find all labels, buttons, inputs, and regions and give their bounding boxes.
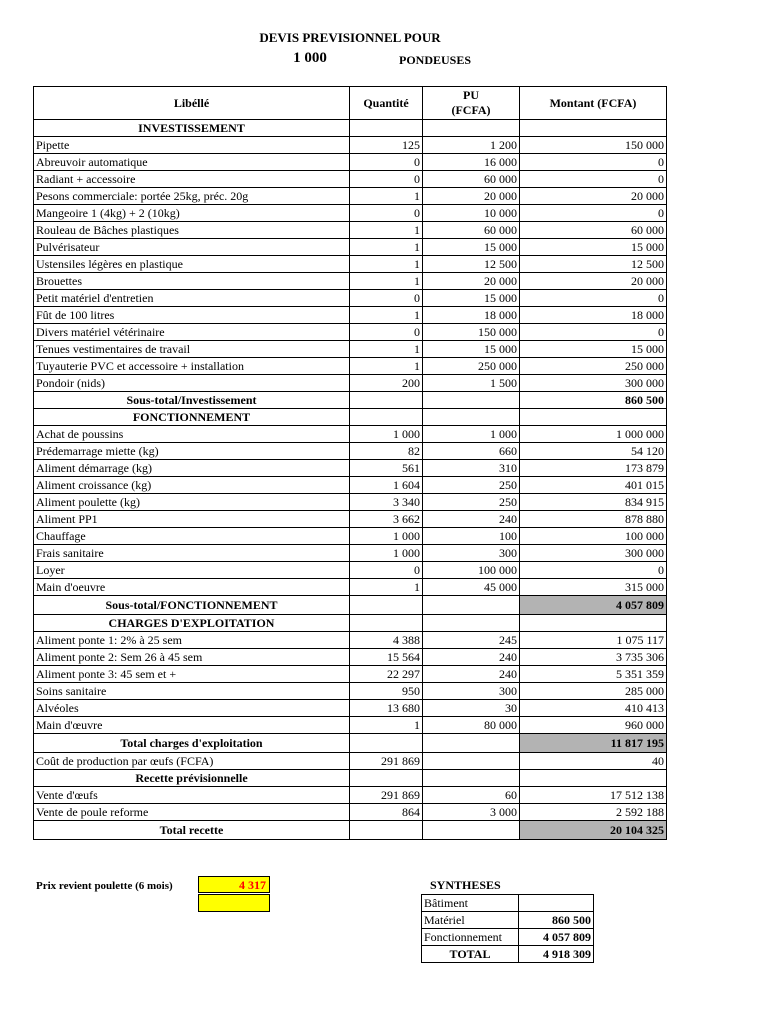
row-label: Aliment ponte 3: 45 sem et + xyxy=(34,666,350,683)
row-amount: 20 000 xyxy=(520,188,667,205)
table-row xyxy=(34,341,667,358)
table-row xyxy=(34,273,667,290)
empty-cell xyxy=(350,734,423,753)
row-unit-price: 16 000 xyxy=(423,154,520,171)
row-unit-price: 300 xyxy=(423,683,520,700)
syntheses-label: Bâtiment xyxy=(422,895,519,912)
table-row xyxy=(34,358,667,375)
row-quantity: 0 xyxy=(350,171,423,188)
row-amount: 1 000 000 xyxy=(520,426,667,443)
section-title: CHARGES D'EXPLOITATION xyxy=(34,615,350,632)
table-row xyxy=(34,666,667,683)
table-row xyxy=(34,375,667,392)
header-quantite: Quantité xyxy=(350,87,423,120)
table-row xyxy=(34,460,667,477)
row-unit-price: 240 xyxy=(423,666,520,683)
header-pu xyxy=(423,87,520,120)
table-row xyxy=(34,222,667,239)
cost-label: Coût de production par œufs (FCFA) xyxy=(34,753,350,770)
row-label: Petit matériel d'entretien xyxy=(34,290,350,307)
syntheses-label: Fonctionnement xyxy=(422,929,519,946)
total-value: 860 500 xyxy=(520,392,667,409)
row-amount: 285 000 xyxy=(520,683,667,700)
document-subject: PONDEUSES xyxy=(398,53,472,67)
row-label: Radiant + accessoire xyxy=(34,171,350,188)
row-unit-price: 250 000 xyxy=(423,358,520,375)
row-amount: 0 xyxy=(520,324,667,341)
row-quantity: 1 000 xyxy=(350,528,423,545)
row-label: Tenues vestimentaires de travail xyxy=(34,341,350,358)
row-amount: 0 xyxy=(520,205,667,222)
row-quantity: 1 604 xyxy=(350,477,423,494)
row-label: Alvéoles xyxy=(34,700,350,717)
row-amount: 0 xyxy=(520,562,667,579)
table-row xyxy=(34,700,667,717)
empty-cell xyxy=(350,821,423,840)
row-quantity: 3 662 xyxy=(350,511,423,528)
table-row xyxy=(34,787,667,804)
row-unit-price: 310 xyxy=(423,460,520,477)
row-quantity: 1 000 xyxy=(350,426,423,443)
row-quantity: 0 xyxy=(350,562,423,579)
syntheses-title: SYNTHESES xyxy=(430,878,501,892)
table-row xyxy=(34,477,667,494)
row-amount: 0 xyxy=(520,290,667,307)
row-amount: 410 413 xyxy=(520,700,667,717)
empty-cell xyxy=(520,120,667,137)
flock-quantity: 1 000 xyxy=(293,50,327,66)
row-unit-price: 12 500 xyxy=(423,256,520,273)
section-title: INVESTISSEMENT xyxy=(34,120,350,137)
syntheses-label: Matériel xyxy=(422,912,519,929)
syntheses-row xyxy=(422,912,594,929)
row-unit-price: 240 xyxy=(423,649,520,666)
row-unit-price: 10 000 xyxy=(423,205,520,222)
row-amount: 17 512 138 xyxy=(520,787,667,804)
document-title: DEVIS PREVISIONNEL POUR xyxy=(259,30,441,45)
syntheses-row xyxy=(422,929,594,946)
section-exploitation xyxy=(34,615,667,632)
table-row xyxy=(34,307,667,324)
row-label: Abreuvoir automatique xyxy=(34,154,350,171)
row-quantity: 200 xyxy=(350,375,423,392)
total-label: Total charges d'exploitation xyxy=(34,734,350,753)
subtotal-investissement xyxy=(34,392,667,409)
row-amount: 1 075 117 xyxy=(520,632,667,649)
row-label: Brouettes xyxy=(34,273,350,290)
row-unit-price: 150 000 xyxy=(423,324,520,341)
row-quantity: 82 xyxy=(350,443,423,460)
row-amount: 15 000 xyxy=(520,239,667,256)
row-quantity: 13 680 xyxy=(350,700,423,717)
empty-cell xyxy=(350,392,423,409)
total-label: Total recette xyxy=(34,821,350,840)
row-quantity: 0 xyxy=(350,154,423,171)
row-amount: 150 000 xyxy=(520,137,667,154)
section-fonctionnement xyxy=(34,409,667,426)
row-amount: 54 120 xyxy=(520,443,667,460)
row-quantity: 125 xyxy=(350,137,423,154)
row-amount: 100 000 xyxy=(520,528,667,545)
row-amount: 173 879 xyxy=(520,460,667,477)
row-label: Divers matériel vétérinaire xyxy=(34,324,350,341)
table-row xyxy=(34,683,667,700)
row-amount: 250 000 xyxy=(520,358,667,375)
row-unit-price: 18 000 xyxy=(423,307,520,324)
table-row xyxy=(34,205,667,222)
prix-revient-empty-cell xyxy=(198,894,270,912)
table-row xyxy=(34,171,667,188)
row-unit-price: 45 000 xyxy=(423,579,520,596)
section-title: Recette prévisionnelle xyxy=(34,770,350,787)
empty-cell xyxy=(350,409,423,426)
row-label: Loyer xyxy=(34,562,350,579)
syntheses-value: 4 057 809 xyxy=(519,929,594,946)
empty-cell xyxy=(350,615,423,632)
row-quantity: 22 297 xyxy=(350,666,423,683)
row-amount: 3 735 306 xyxy=(520,649,667,666)
row-label: Prédemarrage miette (kg) xyxy=(34,443,350,460)
row-unit-price: 20 000 xyxy=(423,188,520,205)
row-unit-price: 250 xyxy=(423,494,520,511)
empty-cell xyxy=(350,120,423,137)
row-amount: 315 000 xyxy=(520,579,667,596)
row-unit-price: 1 000 xyxy=(423,426,520,443)
row-unit-price: 250 xyxy=(423,477,520,494)
empty-cell xyxy=(423,120,520,137)
table-row xyxy=(34,649,667,666)
row-amount: 834 915 xyxy=(520,494,667,511)
row-amount: 0 xyxy=(520,171,667,188)
row-label: Pesons commerciale: portée 25kg, préc. 20g xyxy=(34,188,350,205)
row-label: Achat de poussins xyxy=(34,426,350,443)
row-label: Aliment croissance (kg) xyxy=(34,477,350,494)
table-row xyxy=(34,579,667,596)
row-unit-price: 60 000 xyxy=(423,222,520,239)
row-label: Pulvérisateur xyxy=(34,239,350,256)
row-quantity: 3 340 xyxy=(350,494,423,511)
table-row xyxy=(34,154,667,171)
total-value: 20 104 325 xyxy=(520,821,667,840)
empty-cell xyxy=(423,615,520,632)
section-title: FONCTIONNEMENT xyxy=(34,409,350,426)
row-quantity: 1 xyxy=(350,341,423,358)
table-row xyxy=(34,511,667,528)
row-quantity: 291 869 xyxy=(350,787,423,804)
row-label: Aliment PP1 xyxy=(34,511,350,528)
row-label: Main d'oeuvre xyxy=(34,579,350,596)
syntheses-value: 860 500 xyxy=(519,912,594,929)
syntheses-value xyxy=(519,895,594,912)
table-row xyxy=(34,545,667,562)
empty-cell xyxy=(423,392,520,409)
row-amount: 300 000 xyxy=(520,545,667,562)
section-investissement xyxy=(34,120,667,137)
row-amount: 960 000 xyxy=(520,717,667,734)
row-label: Soins sanitaire xyxy=(34,683,350,700)
table-row xyxy=(34,426,667,443)
prix-revient-value: 4 317 xyxy=(198,876,270,893)
row-amount: 5 351 359 xyxy=(520,666,667,683)
syntheses-row xyxy=(422,895,594,912)
row-amount: 20 000 xyxy=(520,273,667,290)
empty-cell xyxy=(423,821,520,840)
table-row xyxy=(34,324,667,341)
table-row xyxy=(34,137,667,154)
quote-table xyxy=(33,86,667,840)
row-label: Vente de poule reforme xyxy=(34,804,350,821)
row-unit-price: 30 xyxy=(423,700,520,717)
row-amount: 300 000 xyxy=(520,375,667,392)
row-label: Main d'œuvre xyxy=(34,717,350,734)
table-row xyxy=(34,528,667,545)
row-quantity: 1 xyxy=(350,239,423,256)
row-label: Rouleau de Bâches plastiques xyxy=(34,222,350,239)
row-unit-price: 15 000 xyxy=(423,239,520,256)
row-quantity: 561 xyxy=(350,460,423,477)
empty-cell xyxy=(423,734,520,753)
table-row xyxy=(34,239,667,256)
header-pu-line2: (FCFA) xyxy=(451,103,491,117)
total-recette xyxy=(34,821,667,840)
row-quantity: 1 xyxy=(350,256,423,273)
empty-cell xyxy=(350,770,423,787)
row-quantity: 864 xyxy=(350,804,423,821)
table-row xyxy=(34,632,667,649)
total-label: Sous-total/FONCTIONNEMENT xyxy=(34,596,350,615)
empty-cell xyxy=(520,770,667,787)
row-amount: 60 000 xyxy=(520,222,667,239)
row-unit-price: 300 xyxy=(423,545,520,562)
empty-cell xyxy=(423,770,520,787)
empty-cell xyxy=(423,596,520,615)
row-unit-price: 100 xyxy=(423,528,520,545)
table-row xyxy=(34,717,667,734)
row-label: Ustensiles légères en plastique xyxy=(34,256,350,273)
row-label: Fût de 100 litres xyxy=(34,307,350,324)
row-unit-price: 60 xyxy=(423,787,520,804)
table-row xyxy=(34,290,667,307)
total-label: Sous-total/Investissement xyxy=(34,392,350,409)
header-montant: Montant (FCFA) xyxy=(520,87,667,120)
row-unit-price: 245 xyxy=(423,632,520,649)
syntheses-total-value: 4 918 309 xyxy=(519,946,594,963)
row-unit-price: 20 000 xyxy=(423,273,520,290)
row-quantity: 0 xyxy=(350,290,423,307)
syntheses-table xyxy=(421,894,594,963)
row-label: Aliment démarrage (kg) xyxy=(34,460,350,477)
row-unit-price: 15 000 xyxy=(423,341,520,358)
table-row xyxy=(34,562,667,579)
row-quantity: 1 xyxy=(350,222,423,239)
row-amount: 401 015 xyxy=(520,477,667,494)
syntheses-total-label: TOTAL xyxy=(422,946,519,963)
row-label: Aliment poulette (kg) xyxy=(34,494,350,511)
row-unit-price: 3 000 xyxy=(423,804,520,821)
row-label: Pipette xyxy=(34,137,350,154)
empty-cell xyxy=(350,596,423,615)
row-unit-price: 60 000 xyxy=(423,171,520,188)
row-quantity: 0 xyxy=(350,205,423,222)
row-label: Chauffage xyxy=(34,528,350,545)
row-label: Aliment ponte 2: Sem 26 à 45 sem xyxy=(34,649,350,666)
section-recette xyxy=(34,770,667,787)
cost-value: 40 xyxy=(520,753,667,770)
row-unit-price: 80 000 xyxy=(423,717,520,734)
row-quantity: 1 xyxy=(350,188,423,205)
row-quantity: 1 xyxy=(350,307,423,324)
row-amount: 0 xyxy=(520,154,667,171)
row-unit-price: 660 xyxy=(423,443,520,460)
row-quantity: 1 xyxy=(350,717,423,734)
cost-per-egg-row xyxy=(34,753,667,770)
table-header-row xyxy=(34,87,667,120)
table-row xyxy=(34,256,667,273)
syntheses-total-row xyxy=(422,946,594,963)
row-quantity: 1 xyxy=(350,579,423,596)
row-quantity: 0 xyxy=(350,324,423,341)
header-pu-line1: PU xyxy=(463,88,479,102)
empty-cell xyxy=(423,409,520,426)
row-quantity: 1 xyxy=(350,273,423,290)
row-unit-price: 240 xyxy=(423,511,520,528)
row-unit-price: 100 000 xyxy=(423,562,520,579)
cost-quantity: 291 869 xyxy=(350,753,423,770)
row-amount: 2 592 188 xyxy=(520,804,667,821)
empty-cell xyxy=(520,615,667,632)
row-unit-price: 1 200 xyxy=(423,137,520,154)
empty-cell xyxy=(423,753,520,770)
row-quantity: 4 388 xyxy=(350,632,423,649)
total-value: 4 057 809 xyxy=(520,596,667,615)
table-row xyxy=(34,188,667,205)
row-amount: 878 880 xyxy=(520,511,667,528)
row-amount: 15 000 xyxy=(520,341,667,358)
row-label: Frais sanitaire xyxy=(34,545,350,562)
total-value: 11 817 195 xyxy=(520,734,667,753)
table-row xyxy=(34,494,667,511)
table-row xyxy=(34,804,667,821)
row-quantity: 950 xyxy=(350,683,423,700)
row-label: Vente d'œufs xyxy=(34,787,350,804)
empty-cell xyxy=(520,409,667,426)
table-row xyxy=(34,443,667,460)
row-label: Aliment ponte 1: 2% à 25 sem xyxy=(34,632,350,649)
row-amount: 12 500 xyxy=(520,256,667,273)
row-label: Pondoir (nids) xyxy=(34,375,350,392)
row-amount: 18 000 xyxy=(520,307,667,324)
header-libelle: Libéllé xyxy=(34,87,350,120)
total-exploitation xyxy=(34,734,667,753)
prix-revient-label: Prix revient poulette (6 mois) xyxy=(36,880,173,892)
row-quantity: 1 000 xyxy=(350,545,423,562)
row-unit-price: 15 000 xyxy=(423,290,520,307)
row-unit-price: 1 500 xyxy=(423,375,520,392)
row-label: Mangeoire 1 (4kg) + 2 (10kg) xyxy=(34,205,350,222)
row-label: Tuyauterie PVC et accessoire + installation xyxy=(34,358,350,375)
row-quantity: 1 xyxy=(350,358,423,375)
subtotal-fonctionnement xyxy=(34,596,667,615)
row-quantity: 15 564 xyxy=(350,649,423,666)
